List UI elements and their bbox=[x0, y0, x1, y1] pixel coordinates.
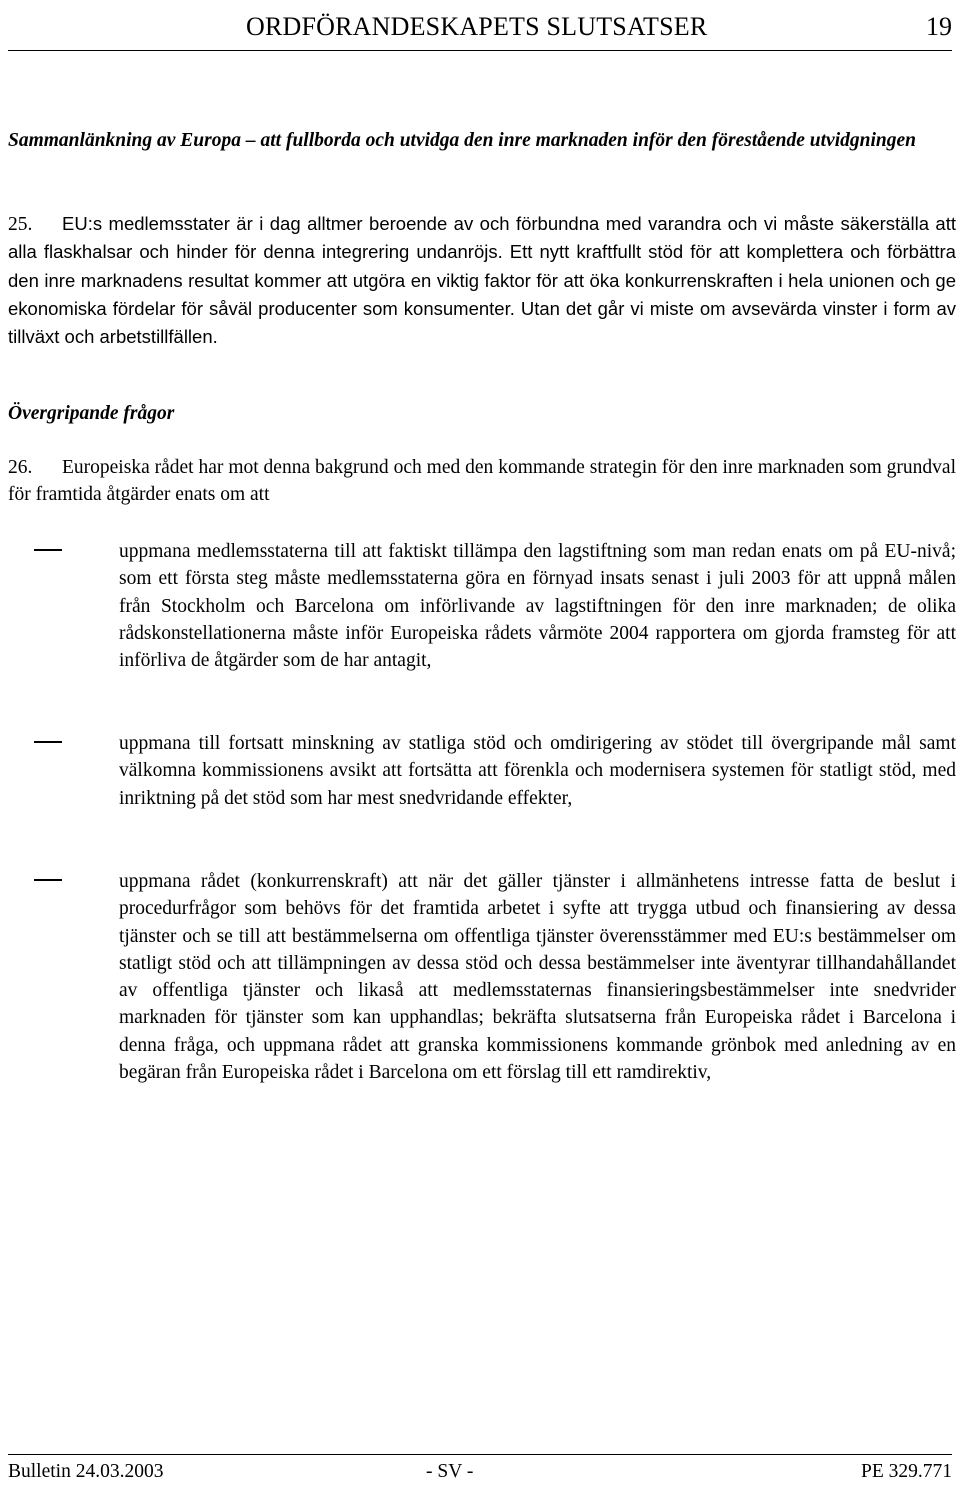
paragraph-number: 26. bbox=[8, 457, 33, 478]
paragraph-number: 25. bbox=[8, 214, 33, 235]
section-heading-europe: Sammanlänkning av Europa – att fullborda och utvidga den inre marknaden inför den förestående utvidgningen bbox=[8, 130, 916, 151]
section-heading-overarching: Övergripande frågor bbox=[8, 403, 175, 424]
page-footer bbox=[8, 1454, 952, 1485]
paragraph-text: Europeiska rådet har mot denna bakgrund och med den kommande strategin för den inre marknaden som grundval för framtida åtgärder enats om att bbox=[8, 457, 956, 506]
dash-bullet-icon bbox=[34, 879, 62, 881]
list-item-text: uppmana till fortsatt minskning av statliga stöd och omdirigering av stödet till övergripande mål samt välkomna kommissionens avsikt att fortsätta att förenkla och modernisera systemen för statligt stöd, med inriktning på det stöd som har mest snedvridande effekter, bbox=[119, 733, 956, 809]
list-item-text: uppmana rådet (konkurrenskraft) att när det gäller tjänster i allmänhetens intresse fatta de beslut i procedurfrågor som behövs för det framtida arbetet i syfte att trygga utbud och finansiering av dessa tjänster och se till att bestämmelserna om offentliga tjänster överensstämmer med EU:s bestämmelser om statligt stöd och att tillämpningen av dessa stöd och dessa bestämmelser inte äventyrar tillhandahållandet av offentliga tjänster och likaså att medlemsstaternas finansieringsbestämmelser inte snedvrider marknaden för tjänster som kan upphandlas; bekräfta slutsatserna från Europeiska rådet i Barcelona i denna fråga, och uppmana rådet att granska kommissionens kommande grönbok med anledning av en begäran från Europeiska rådet i Barcelona om ett förslag till ett ramdirektiv, bbox=[119, 871, 956, 1084]
paragraph-text-sans-cont: Ett nytt kraftfullt stöd för att komplettera och förbättra den inre marknadens resultat kommer att utgöra en viktig faktor för att öka konkurrenskraften i hela unionen och ge ekonomiska fördelar för såväl producenter som konsumenter. Utan det går vi miste om avsevärda vinster i form av tillväxt och arbetstillfällen. bbox=[8, 241, 956, 348]
footer-bulletin-date: Bulletin 24.03.2003 bbox=[8, 1461, 164, 1482]
dash-bullet-icon bbox=[34, 549, 62, 551]
page-number: 19 bbox=[926, 12, 952, 41]
footer-language: - SV - bbox=[426, 1461, 474, 1482]
footer-document-ref: PE 329.771 bbox=[860, 1461, 952, 1482]
paragraph-26 bbox=[8, 454, 956, 509]
paragraph-text-sans: EU:s medlemsstater är i dag alltmer beroende av och förbundna med varandra och vi måste säkerställa att alla flaskhalsar och hinder för denna integrering undanröjs. bbox=[8, 213, 956, 263]
running-title: ORDFÖRANDESKAPETS SLUTSATSER bbox=[246, 12, 708, 41]
list-item-text: uppmana medlemsstaterna till att faktiskt tillämpa den lagstiftning som man redan enats om på EU-nivå; som ett första steg måste medlemsstaterna göra en förnyad insats senast i juli 2003 för att uppnå målen från Stockholm och Barcelona om införlivande av lagstiftningen för den inre marknaden; de olika rådskonstellationerna måste inför Europeiska rådets vårmöte 2004 rapportera om gjorda framsteg för att införliva de åtgärder som de har antagit, bbox=[119, 541, 956, 672]
paragraph-25 bbox=[8, 210, 956, 351]
page-header bbox=[8, 8, 952, 51]
dash-bullet-icon bbox=[34, 741, 62, 743]
